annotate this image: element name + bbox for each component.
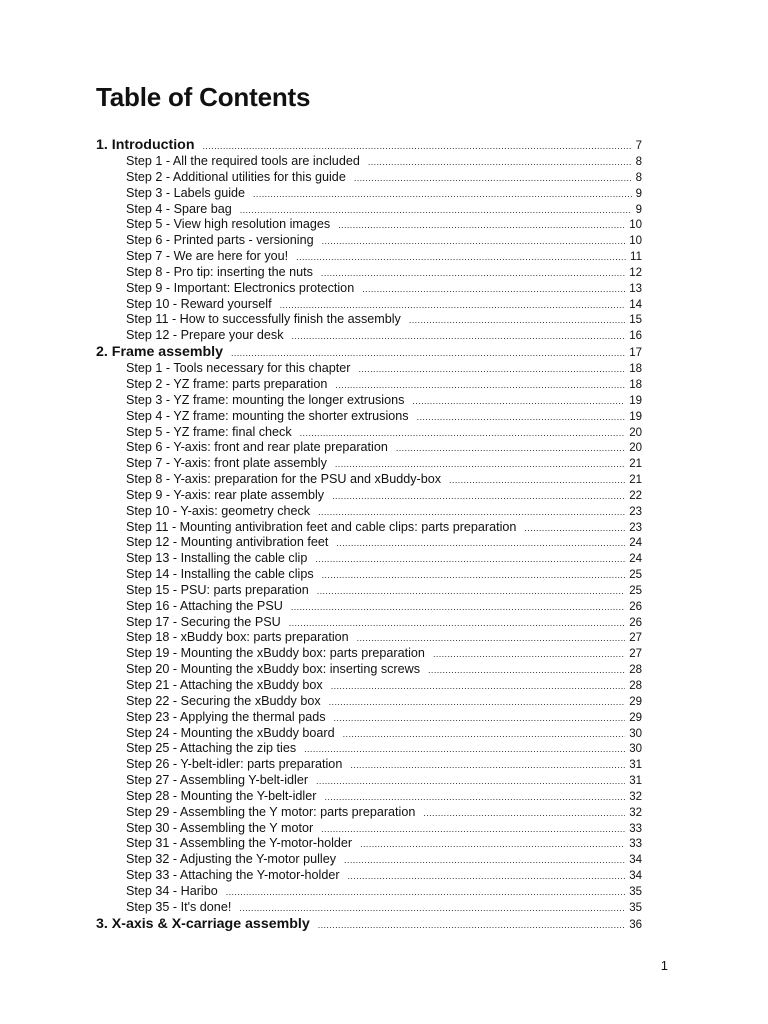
step-title: Step 9 - Y-axis: rear plate assembly [126, 487, 325, 502]
dot-leader [300, 428, 626, 438]
step-page-number: 25 [629, 584, 642, 597]
toc-chapter-entry[interactable] [96, 137, 642, 154]
toc-step-entry[interactable] [96, 281, 642, 297]
toc-step-entry[interactable] [96, 328, 642, 344]
chapter-title: 2. Frame assembly [96, 344, 223, 361]
toc-step-entry[interactable] [96, 852, 642, 868]
toc-step-entry[interactable] [96, 440, 642, 456]
step-title: Step 21 - Attaching the xBuddy box [126, 678, 323, 692]
step-page-number: 35 [629, 901, 642, 914]
toc-step-entry[interactable] [96, 472, 642, 488]
dot-leader [322, 570, 626, 580]
dot-leader [358, 364, 625, 374]
step-page-number: 8 [635, 171, 642, 184]
step-page-number: 26 [629, 616, 642, 629]
step-title: Step 3 - Labels guide [126, 185, 246, 200]
step-page-number: 21 [629, 474, 642, 487]
step-page-number: 19 [629, 410, 642, 423]
dot-leader [396, 443, 625, 453]
step-page-number: 10 [629, 235, 642, 248]
step-page-number: 33 [629, 838, 642, 851]
step-page-number: 13 [629, 282, 642, 295]
step-title: Step 15 - PSU: parts preparation [126, 582, 309, 597]
dot-leader [338, 220, 625, 230]
step-title: Step 33 - Attaching the Y-motor-holder [126, 868, 340, 883]
dot-leader [332, 491, 625, 501]
dot-leader [423, 808, 625, 818]
step-title: Step 34 - Haribo [126, 883, 218, 898]
step-title: Step 7 - Y-axis: front plate assembly [126, 456, 327, 471]
toc-step-entry[interactable] [96, 694, 642, 710]
dot-leader [315, 554, 625, 564]
dot-leader [321, 824, 625, 834]
toc-step-entry[interactable] [96, 662, 642, 678]
dot-leader [318, 507, 625, 517]
step-page-number: 10 [629, 219, 642, 232]
step-page-number: 35 [629, 885, 642, 898]
step-title: Step 11 - Mounting antivibration feet and cable clips: parts preparation [126, 519, 517, 534]
dot-leader [321, 268, 625, 278]
dot-leader [433, 649, 625, 659]
toc-step-entry[interactable] [96, 520, 642, 536]
toc-step-entry[interactable] [96, 630, 642, 646]
dot-leader [357, 633, 626, 643]
step-title: Step 12 - Prepare your desk [126, 328, 284, 343]
page-title: Table of Contents [96, 82, 311, 112]
toc-step-entry[interactable] [96, 233, 642, 249]
dot-leader [203, 141, 632, 151]
dot-leader [348, 871, 626, 881]
dot-leader [428, 665, 625, 675]
step-title: Step 32 - Adjusting the Y-motor pulley [126, 852, 337, 867]
step-title: Step 24 - Mounting the xBuddy board [126, 725, 335, 740]
step-page-number: 34 [629, 854, 642, 867]
step-title: Step 7 - We are here for you! [126, 249, 289, 264]
dot-leader [226, 887, 625, 897]
chapter-page-number: 36 [629, 918, 642, 931]
dot-leader [292, 331, 626, 341]
toc-step-entry[interactable] [96, 456, 642, 472]
step-title: Step 11 - How to successfully finish the assembly [126, 312, 401, 327]
toc-step-entry[interactable] [96, 646, 642, 662]
step-page-number: 34 [629, 870, 642, 883]
toc-step-entry[interactable] [96, 615, 642, 631]
toc-step-entry[interactable] [96, 868, 642, 884]
step-page-number: 9 [635, 203, 642, 216]
step-title: Step 35 - It's done! [126, 899, 232, 914]
dot-leader [304, 744, 625, 754]
step-title: Step 8 - Y-axis: preparation for the PSU and xBuddy-box [126, 472, 442, 487]
step-page-number: 23 [629, 505, 642, 518]
step-title: Step 4 - YZ frame: mounting the shorter extrusions [126, 408, 409, 423]
toc-step-entry[interactable] [96, 154, 642, 170]
toc-step-entry[interactable] [96, 599, 642, 615]
step-title: Step 19 - Mounting the xBuddy box: parts preparation [126, 646, 425, 661]
toc-step-entry[interactable] [96, 393, 642, 409]
chapter-page-number: 7 [635, 140, 642, 152]
step-page-number: 25 [629, 569, 642, 582]
step-title: Step 20 - Mounting the xBuddy box: inserting screws [126, 662, 421, 677]
step-title: Step 18 - xBuddy box: parts preparation [126, 630, 349, 645]
step-title: Step 13 - Installing the cable clip [126, 551, 308, 566]
toc-step-entry[interactable] [96, 710, 642, 726]
chapter-page-number: 17 [629, 347, 642, 360]
step-title: Step 25 - Attaching the zip ties [126, 741, 297, 756]
dot-leader [335, 459, 625, 469]
dot-leader [331, 681, 625, 691]
toc-step-entry[interactable] [96, 726, 642, 742]
dot-leader [524, 523, 625, 533]
step-page-number: 27 [629, 632, 642, 645]
dot-leader [291, 602, 625, 612]
step-page-number: 22 [629, 489, 642, 502]
toc-step-entry[interactable] [96, 757, 642, 773]
step-title: Step 6 - Printed parts - versioning [126, 233, 314, 248]
toc-step-entry[interactable] [96, 488, 642, 504]
step-title: Step 29 - Assembling the Y motor: parts preparation [126, 804, 416, 819]
toc-step-entry[interactable] [96, 836, 642, 852]
step-title: Step 1 - Tools necessary for this chapter [126, 361, 351, 376]
dot-leader [412, 396, 625, 406]
toc-step-entry[interactable] [96, 425, 642, 441]
step-title: Step 14 - Installing the cable clips [126, 567, 314, 582]
toc-step-entry[interactable] [96, 504, 642, 520]
step-title: Step 31 - Assembling the Y-motor-holder [126, 836, 353, 851]
step-page-number: 29 [629, 695, 642, 708]
step-page-number: 12 [629, 266, 642, 279]
step-page-number: 32 [629, 806, 642, 819]
step-page-number: 29 [629, 711, 642, 724]
toc-step-entry[interactable] [96, 741, 642, 757]
step-title: Step 1 - All the required tools are included [126, 154, 360, 168]
toc-step-entry[interactable] [96, 297, 642, 313]
step-page-number: 30 [629, 727, 642, 740]
step-page-number: 19 [629, 394, 642, 407]
step-page-number: 18 [629, 378, 642, 391]
step-page-number: 8 [635, 156, 642, 168]
dot-leader [280, 300, 626, 310]
dot-leader [336, 538, 625, 548]
dot-leader [318, 920, 625, 930]
step-title: Step 22 - Securing the xBuddy box [126, 693, 321, 708]
chapter-title: 3. X-axis & X-carriage assembly [96, 915, 310, 932]
dot-leader [240, 205, 632, 215]
step-page-number: 23 [629, 521, 642, 534]
dot-leader [350, 760, 625, 770]
toc-step-entry[interactable] [96, 551, 642, 567]
toc-step-entry[interactable] [96, 312, 642, 328]
dot-leader [449, 475, 625, 485]
step-page-number: 15 [629, 314, 642, 327]
step-page-number: 30 [629, 743, 642, 756]
step-page-number: 20 [629, 426, 642, 439]
toc-step-entry[interactable] [96, 789, 642, 805]
toc-step-entry[interactable] [96, 884, 642, 900]
toc-step-entry[interactable] [96, 567, 642, 583]
toc-step-entry[interactable] [96, 805, 642, 821]
dot-leader [322, 236, 626, 246]
step-page-number: 31 [629, 775, 642, 788]
toc-step-entry[interactable] [96, 821, 642, 837]
toc-step-entry[interactable] [96, 186, 642, 202]
step-page-number: 24 [629, 553, 642, 566]
dot-leader [343, 729, 626, 739]
step-page-number: 14 [629, 298, 642, 311]
toc-step-entry[interactable] [96, 377, 642, 393]
dot-leader [354, 173, 632, 183]
dot-leader [289, 618, 625, 628]
step-title: Step 12 - Mounting antivibration feet [126, 535, 329, 550]
dot-leader [344, 855, 625, 865]
dot-leader [324, 792, 625, 802]
step-title: Step 30 - Assembling the Y motor [126, 820, 314, 835]
step-title: Step 8 - Pro tip: inserting the nuts [126, 264, 313, 279]
page-number: 1 [660, 958, 668, 973]
toc-step-entry[interactable] [96, 217, 642, 233]
dot-leader [296, 252, 626, 262]
chapter-title: 1. Introduction [96, 137, 195, 153]
step-title: Step 2 - Additional utilities for this guide [126, 169, 346, 184]
toc-step-entry[interactable] [96, 409, 642, 425]
toc-chapter-entry[interactable] [96, 916, 642, 933]
step-title: Step 26 - Y-belt-idler: parts preparation [126, 757, 343, 772]
step-title: Step 17 - Securing the PSU [126, 614, 281, 629]
step-page-number: 31 [629, 759, 642, 772]
toc-step-entry[interactable] [96, 249, 642, 265]
toc-step-entry[interactable] [96, 773, 642, 789]
step-page-number: 18 [629, 363, 642, 376]
step-title: Step 5 - YZ frame: final check [126, 424, 292, 439]
dot-leader [329, 697, 626, 707]
step-page-number: 20 [629, 442, 642, 455]
toc-step-entry[interactable] [96, 678, 642, 694]
step-title: Step 27 - Assembling Y-belt-idler [126, 773, 309, 788]
dot-leader [239, 903, 625, 913]
step-title: Step 6 - Y-axis: front and rear plate preparation [126, 440, 388, 455]
toc-step-entry[interactable] [96, 202, 642, 218]
dot-leader [316, 776, 625, 786]
step-title: Step 4 - Spare bag [126, 201, 232, 216]
toc-step-entry[interactable] [96, 265, 642, 281]
dot-leader [335, 380, 625, 390]
step-page-number: 26 [629, 600, 642, 613]
step-page-number: 28 [629, 680, 642, 692]
toc-step-entry[interactable] [96, 535, 642, 551]
dot-leader [317, 586, 625, 596]
step-title: Step 16 - Attaching the PSU [126, 598, 283, 613]
step-title: Step 2 - YZ frame: parts preparation [126, 376, 328, 391]
toc-chapter-entry[interactable] [96, 344, 642, 361]
step-page-number: 24 [629, 537, 642, 550]
step-page-number: 32 [629, 790, 642, 803]
dot-leader [360, 839, 625, 849]
step-title: Step 10 - Y-axis: geometry check [126, 503, 311, 518]
step-page-number: 33 [629, 822, 642, 835]
step-title: Step 9 - Important: Electronics protection [126, 280, 355, 295]
toc-step-entry[interactable] [96, 361, 642, 377]
step-page-number: 28 [629, 664, 642, 677]
step-title: Step 5 - View high resolution images [126, 217, 331, 232]
step-title: Step 28 - Mounting the Y-belt-idler [126, 788, 317, 803]
toc-step-entry[interactable] [96, 583, 642, 599]
dot-leader [253, 189, 632, 199]
step-page-number: 11 [630, 251, 642, 264]
dot-leader [334, 713, 626, 723]
dot-leader [368, 157, 632, 167]
step-page-number: 16 [629, 330, 642, 343]
table-of-contents [96, 137, 642, 933]
toc-step-entry[interactable] [96, 170, 642, 186]
step-page-number: 21 [629, 458, 642, 471]
dot-leader [231, 348, 625, 358]
step-title: Step 23 - Applying the thermal pads [126, 709, 326, 724]
toc-step-entry[interactable] [96, 900, 642, 916]
step-title: Step 3 - YZ frame: mounting the longer extrusions [126, 392, 405, 407]
dot-leader [362, 284, 625, 294]
step-title: Step 10 - Reward yourself [126, 296, 272, 311]
step-page-number: 27 [629, 648, 642, 661]
dot-leader [417, 412, 626, 422]
dot-leader [409, 315, 625, 325]
step-page-number: 9 [635, 187, 642, 200]
